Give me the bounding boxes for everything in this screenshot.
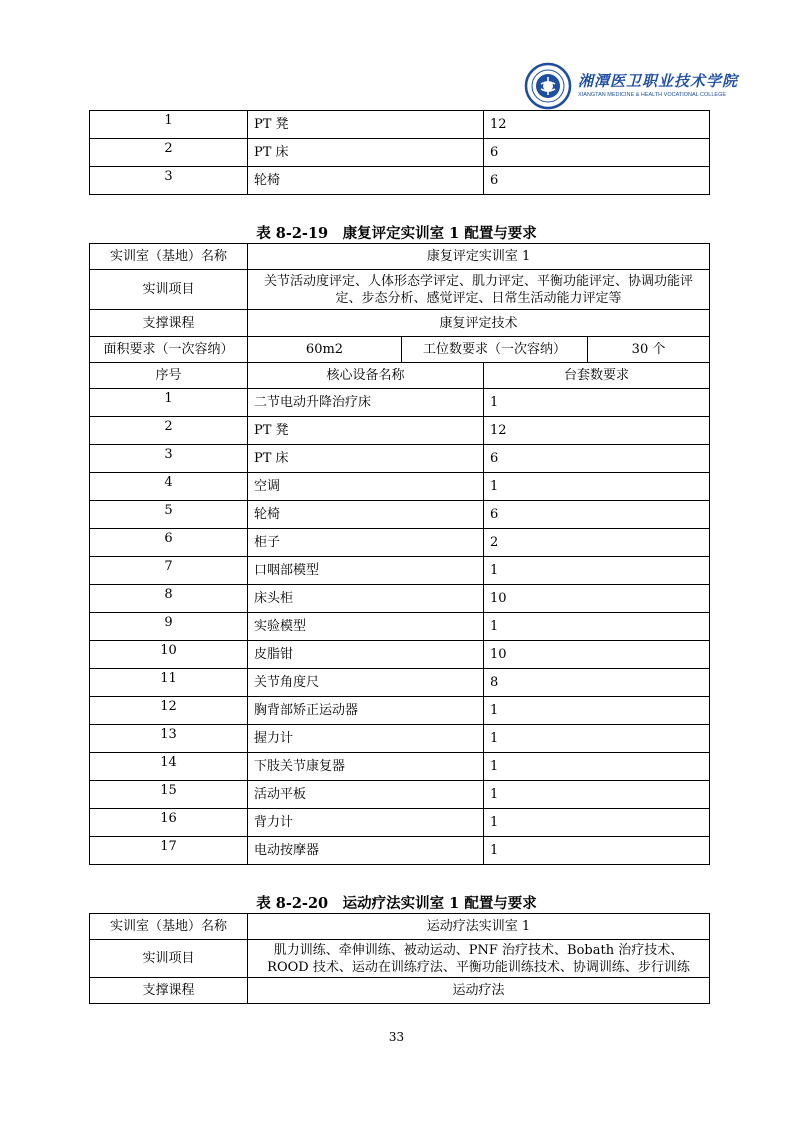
table-row	[90, 753, 710, 781]
room-label: 实训室（基地）名称	[90, 914, 248, 940]
equipment-name: 实验模型	[248, 613, 484, 641]
equipment-qty: 1	[484, 697, 710, 725]
equipment-qty: 1	[484, 809, 710, 837]
equipment-name: 柜子	[248, 529, 484, 557]
col-header-name: 核心设备名称	[248, 363, 484, 389]
table2-caption: 表 8-2-20 运动疗法实训室 1 配置与要求	[256, 895, 537, 912]
table-row	[90, 809, 710, 837]
table-row	[90, 725, 710, 753]
row-number: 13	[90, 725, 248, 753]
area-value: 60m2	[248, 337, 402, 363]
equipment-name: PT 凳	[248, 111, 484, 139]
equipment-name: PT 床	[248, 139, 484, 167]
table1-rehab-assessment-lab	[89, 243, 710, 865]
col-header-qty: 台套数要求	[484, 363, 710, 389]
table-row	[90, 557, 710, 585]
college-emblem-icon	[524, 62, 572, 110]
table-row	[90, 669, 710, 697]
items-label: 实训项目	[90, 940, 248, 978]
equipment-name: 下肢关节康复器	[248, 753, 484, 781]
equipment-qty: 10	[484, 585, 710, 613]
table-row	[90, 501, 710, 529]
table-row	[90, 837, 710, 865]
equipment-qty: 2	[484, 529, 710, 557]
equipment-qty: 6	[484, 139, 710, 167]
room-value: 康复评定实训室 1	[248, 244, 710, 270]
room-value: 运动疗法实训室 1	[248, 914, 710, 940]
equipment-name: 轮椅	[248, 501, 484, 529]
row-number: 4	[90, 473, 248, 501]
table-row	[90, 111, 710, 139]
equipment-name: 床头柜	[248, 585, 484, 613]
equipment-name: 握力计	[248, 725, 484, 753]
row-number: 16	[90, 809, 248, 837]
table-row	[90, 781, 710, 809]
items-value: 肌力训练、牵伸训练、被动运动、PNF 治疗技术、Bobath 治疗技术、ROOD 技术、运动在训练疗法、平衡功能训练技术、协调训练、步行训练	[248, 940, 710, 978]
table2-exercise-therapy-lab	[89, 913, 710, 1004]
equipment-qty: 1	[484, 725, 710, 753]
row-number: 9	[90, 613, 248, 641]
row-number: 6	[90, 529, 248, 557]
equipment-qty: 8	[484, 669, 710, 697]
equipment-qty: 1	[484, 557, 710, 585]
row-number: 17	[90, 837, 248, 865]
table1-caption: 表 8-2-19 康复评定实训室 1 配置与要求	[256, 225, 537, 242]
course-label: 支撑课程	[90, 310, 248, 337]
table-row	[90, 389, 710, 417]
row-number: 3	[90, 167, 248, 195]
course-label: 支撑课程	[90, 978, 248, 1004]
row-number: 2	[90, 417, 248, 445]
equipment-name: PT 床	[248, 445, 484, 473]
table-row	[90, 417, 710, 445]
stations-label: 工位数要求（一次容纳）	[402, 337, 588, 363]
equipment-qty: 6	[484, 167, 710, 195]
equipment-name: 二节电动升降治疗床	[248, 389, 484, 417]
row-number: 14	[90, 753, 248, 781]
equipment-qty: 12	[484, 111, 710, 139]
equipment-name: 空调	[248, 473, 484, 501]
equipment-qty: 1	[484, 837, 710, 865]
equipment-qty: 12	[484, 417, 710, 445]
room-label: 实训室（基地）名称	[90, 244, 248, 270]
course-value: 运动疗法	[248, 978, 710, 1004]
equipment-qty: 1	[484, 389, 710, 417]
equipment-name: 活动平板	[248, 781, 484, 809]
equipment-qty: 1	[484, 753, 710, 781]
table-row	[90, 585, 710, 613]
table-row	[90, 529, 710, 557]
college-name-en: XIANGTAN MEDICINE & HEALTH VOCATIONAL COLLEGE	[578, 92, 727, 98]
table-row	[90, 473, 710, 501]
equipment-name: PT 凳	[248, 417, 484, 445]
col-header-no: 序号	[90, 363, 248, 389]
course-value: 康复评定技术	[248, 310, 710, 337]
equipment-name: 背力计	[248, 809, 484, 837]
row-number: 8	[90, 585, 248, 613]
equipment-name: 电动按摩器	[248, 837, 484, 865]
equipment-qty: 1	[484, 613, 710, 641]
table-row	[90, 139, 710, 167]
table-row	[90, 697, 710, 725]
table-row	[90, 613, 710, 641]
equipment-qty: 1	[484, 473, 710, 501]
table-row	[90, 167, 710, 195]
items-label: 实训项目	[90, 270, 248, 310]
equipment-qty: 6	[484, 445, 710, 473]
area-label: 面积要求（一次容纳）	[90, 337, 248, 363]
table-row	[90, 445, 710, 473]
table-row	[90, 641, 710, 669]
equipment-name: 胸背部矫正运动器	[248, 697, 484, 725]
top-equipment-table	[89, 110, 710, 195]
page-number: 33	[388, 1030, 405, 1044]
row-number: 1	[90, 111, 248, 139]
row-number: 15	[90, 781, 248, 809]
college-name-cn: 湘潭医卫职业技术学院	[578, 72, 739, 90]
table1-body	[90, 389, 710, 865]
equipment-name: 口咽部模型	[248, 557, 484, 585]
college-logo	[524, 62, 739, 110]
row-number: 7	[90, 557, 248, 585]
row-number: 1	[90, 389, 248, 417]
row-number: 5	[90, 501, 248, 529]
equipment-qty: 10	[484, 641, 710, 669]
equipment-qty: 1	[484, 781, 710, 809]
row-number: 3	[90, 445, 248, 473]
row-number: 12	[90, 697, 248, 725]
stations-value: 30 个	[588, 337, 710, 363]
equipment-name: 轮椅	[248, 167, 484, 195]
equipment-name: 皮脂钳	[248, 641, 484, 669]
items-value: 关节活动度评定、人体形态学评定、肌力评定、平衡功能评定、协调功能评定、步态分析、感觉评定、日常生活动能力评定等	[248, 270, 710, 310]
row-number: 2	[90, 139, 248, 167]
equipment-name: 关节角度尺	[248, 669, 484, 697]
row-number: 10	[90, 641, 248, 669]
row-number: 11	[90, 669, 248, 697]
equipment-qty: 6	[484, 501, 710, 529]
